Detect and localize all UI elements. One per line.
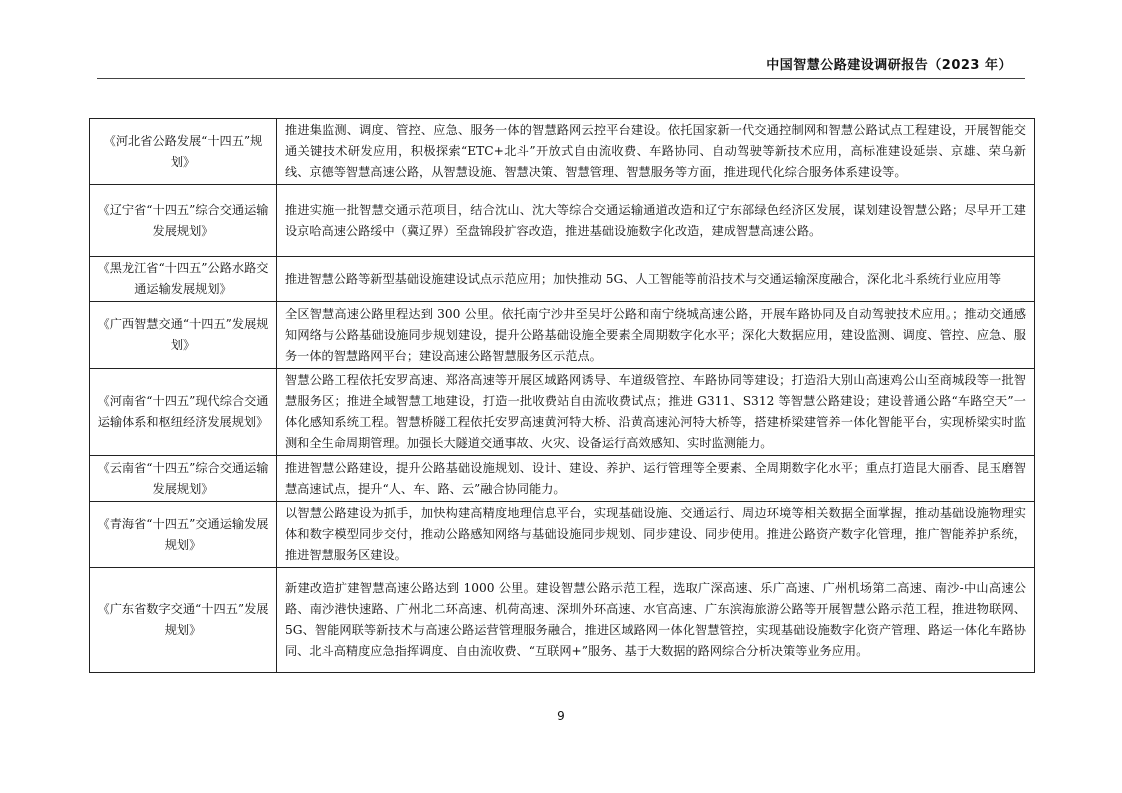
header-divider [97, 78, 1025, 79]
plan-name-cell: 《辽宁省“十四五”综合交通运输发展规划》 [90, 185, 277, 257]
plan-name-cell: 《河北省公路发展“十四五”规划》 [90, 119, 277, 185]
plan-content-cell: 推进集监测、调度、管控、应急、服务一体的智慧路网云控平台建设。依托国家新一代交通控制网和智慧公路试点工程建设，开展智能交通关键技术研发应用，积极探索“ETC+北斗”开放式自由流收费、车路协同、自动驾驶等新技术应用，高标准建设延崇、京雄、荣乌新线、京德等智慧高速公路，从智慧设施、智慧决策、智慧管理、智慧服务等方面，推进现代化综合服务体系建设等。 [277, 119, 1035, 185]
table-row [90, 369, 1035, 456]
plan-name-cell: 《黑龙江省“十四五”公路水路交通运输发展规划》 [90, 257, 277, 302]
plan-content-cell: 智慧公路工程依托安罗高速、郑洛高速等开展区域路网诱导、车道级管控、车路协同等建设；打造沿大别山高速鸡公山至商城段等一批智慧服务区；推进全域智慧工地建设，打造一批收费站自由流收费试点；推进 G311、S312 等智慧公路建设；建设普通公路“车路空天”一体化感知系统工程。智慧桥隧工程依托安罗高速黄河特大桥、沿黄高速沁河特大桥等，搭建桥梁建管养一体化智能平台，实现桥梁实时监测和全生命周期管理。加强长大隧道交通事故、火灾、设备运行高效感知、实时监测能力。 [277, 369, 1035, 456]
plan-content-cell: 推进智慧公路等新型基础设施建设试点示范应用；加快推动 5G、人工智能等前沿技术与交通运输深度融合，深化北斗系统行业应用等 [277, 257, 1035, 302]
table-row [90, 456, 1035, 502]
page-number: 9 [557, 709, 565, 723]
plan-content-cell: 推进实施一批智慧交通示范项目，结合沈山、沈大等综合交通运输通道改造和辽宁东部绿色经济区发展，谋划建设智慧公路；尽早开工建设京哈高速公路绥中（冀辽界）至盘锦段扩容改造，推进基础设施数字化改造，建成智慧高速公路。 [277, 185, 1035, 257]
plans-table [89, 118, 1035, 673]
table-row [90, 119, 1035, 185]
table-row [90, 257, 1035, 302]
running-header-title: 中国智慧公路建设调研报告（2023 年） [766, 58, 1012, 73]
plan-name-cell: 《青海省“十四五”交通运输发展规划》 [90, 502, 277, 568]
plan-name-cell: 《河南省“十四五”现代综合交通运输体系和枢纽经济发展规划》 [90, 369, 277, 456]
plan-content-cell: 全区智慧高速公路里程达到 300 公里。依托南宁沙井至吴圩公路和南宁绕城高速公路，开展车路协同及自动驾驶技术应用。；推动交通感知网络与公路基础设施同步规划建设，提升公路基础设施全要素全周期数字化水平；深化大数据应用，建设监测、调度、管控、应急、服务一体的智慧路网平台；建设高速公路智慧服务区示范点。 [277, 302, 1035, 369]
table-row [90, 568, 1035, 673]
table-row [90, 302, 1035, 369]
plan-name-cell: 《广东省数字交通“十四五”发展规划》 [90, 568, 277, 673]
plan-content-cell: 以智慧公路建设为抓手，加快构建高精度地理信息平台，实现基础设施、交通运行、周边环境等相关数据全面掌握，推动基础设施物理实体和数字模型同步交付，推动公路感知网络与基础设施同步规划、同步建设、同步使用。推进公路资产数字化管理，推广智能养护系统，推进智慧服务区建设。 [277, 502, 1035, 568]
plan-name-cell: 《广西智慧交通“十四五”发展规划》 [90, 302, 277, 369]
plan-content-cell: 推进智慧公路建设，提升公路基础设施规划、设计、建设、养护、运行管理等全要素、全周期数字化水平；重点打造昆大丽香、昆玉磨智慧高速试点，提升“人、车、路、云”融合协同能力。 [277, 456, 1035, 502]
plan-name-cell: 《云南省“十四五”综合交通运输发展规划》 [90, 456, 277, 502]
table-row [90, 502, 1035, 568]
table-row [90, 185, 1035, 257]
plan-content-cell: 新建改造扩建智慧高速公路达到 1000 公里。建设智慧公路示范工程，选取广深高速、乐广高速、广州机场第二高速、南沙-中山高速公路、南沙港快速路、广州北二环高速、机荷高速、深圳外环高速、水官高速、广东滨海旅游公路等开展智慧公路示范工程，推进物联网、5G、智能网联等新技术与高速公路运营管理服务融合，推进区域路网一体化智慧管控，实现基础设施数字化资产管理、路运一体化车路协同、北斗高精度应急指挥调度、自由流收费、“互联网+”服务、基于大数据的路网综合分析决策等业务应用。 [277, 568, 1035, 673]
